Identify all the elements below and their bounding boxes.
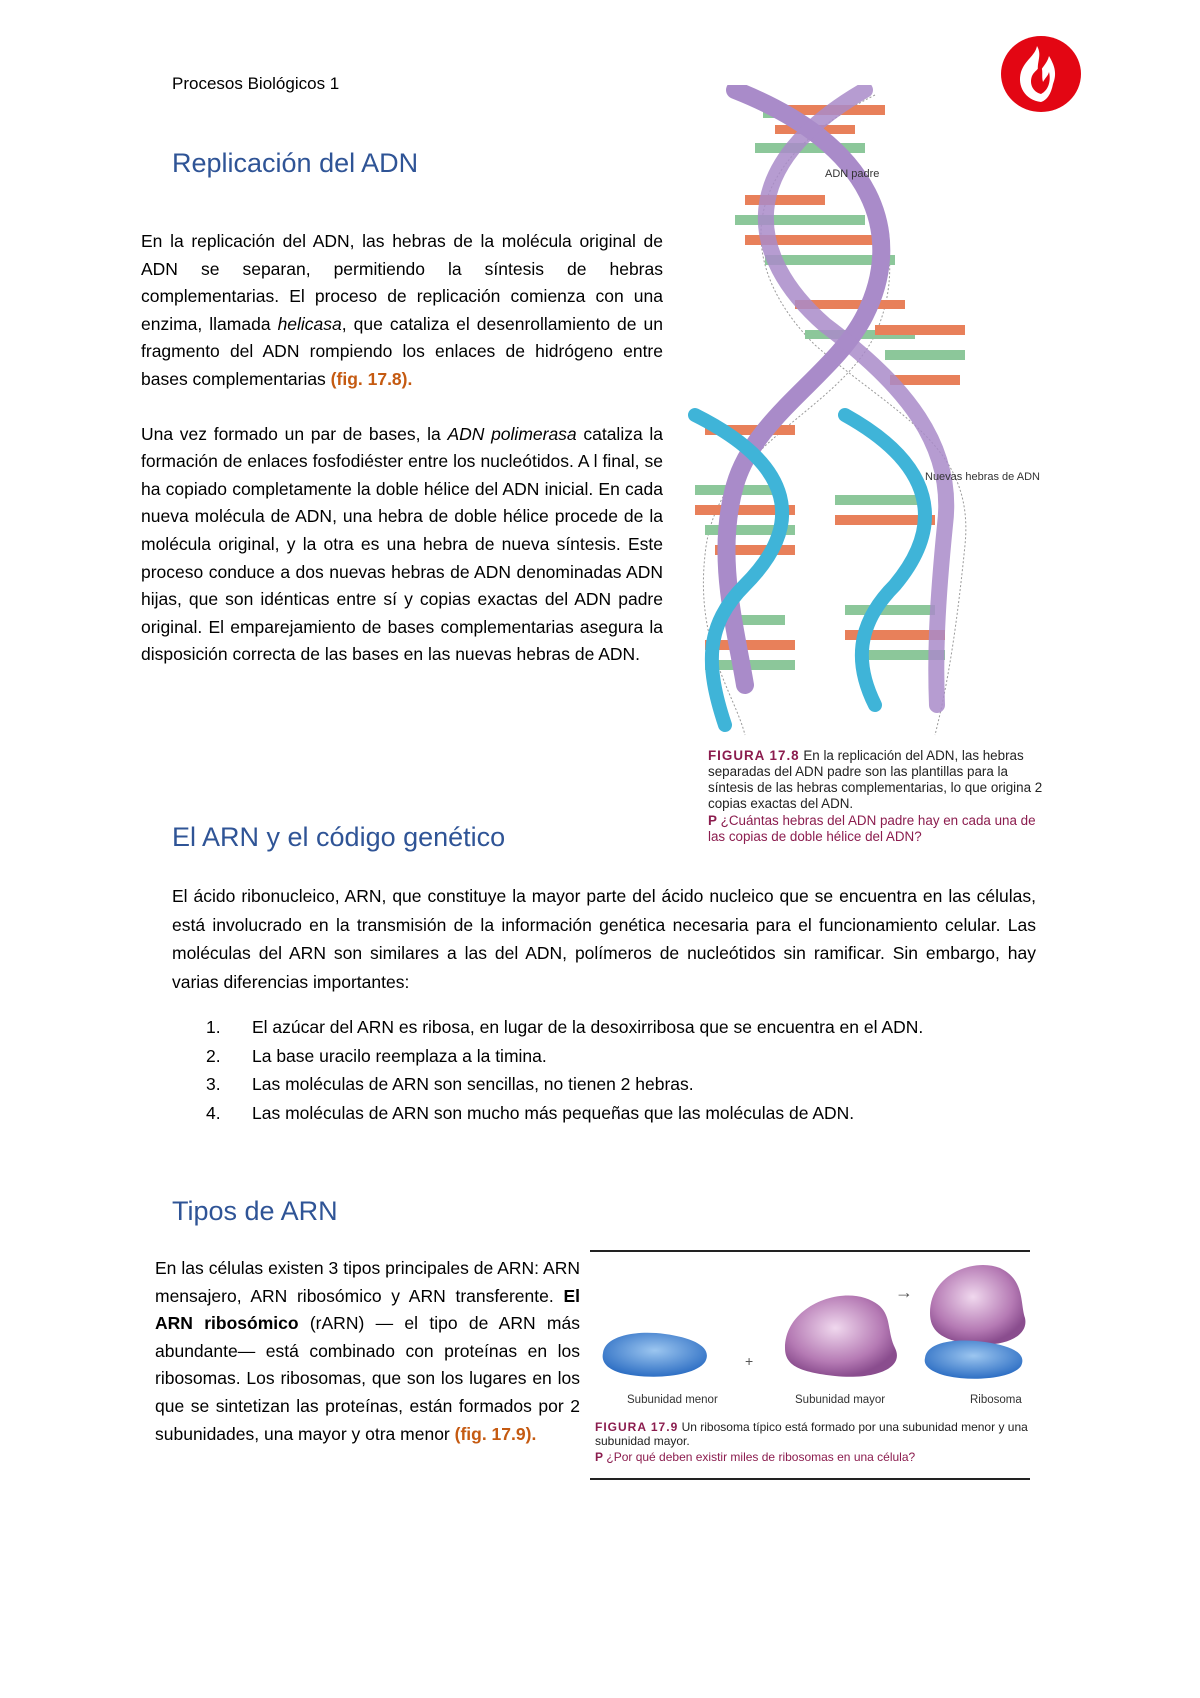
figure-top-rule: [590, 1250, 1030, 1252]
arn-intro: [172, 882, 1036, 996]
section-title-replicacion: Replicación del ADN: [172, 148, 419, 178]
paragraph-polimerasa: Una vez formado un par de bases, la ADN polimerasa cataliza la formación de enlaces fosfodiéster entre los nucleótidos. A l final, se ha copiado completamente la doble hélice del ADN inicial. En cada nueva molécula de ADN, una hebra de doble hélice procede de la molécula original, y la otra es una hebra de nueva síntesis. Este proceso conduce a dos nuevas hebras de ADN denominadas ADN hijas, que son idénticas entre sí y copias exactas del ADN padre original. El emparejamiento de bases complementarias asegura la disposición correcta de las bases en las nuevas hebras de ADN.: [141, 423, 664, 665]
section-title-tipos-arn: Tipos de ARN: [172, 1196, 338, 1226]
dna-replication-diagram: [675, 85, 1045, 745]
replicacion-text: [141, 228, 663, 669]
label-adn-padre: ADN padre: [825, 168, 880, 180]
arn-differences-list: [206, 1013, 1036, 1127]
question-marker: P: [708, 813, 717, 828]
label-subunidad-menor: Subunidad menor: [627, 1394, 718, 1406]
tipos-arn-text: [155, 1255, 580, 1448]
paragraph-helicasa: En la replicación del ADN, las hebras de la molécula original de ADN se separan, permitiendo la síntesis de hebras complementarias. El proceso de replicación comienza con una enzima, llamada helicasa, que cataliza el desenrollamiento de un fragmento del ADN rompiendo los enlaces de hidrógeno entre bases complementarias (fig. 17.8).: [141, 231, 663, 389]
section-title-arn-codigo: El ARN y el código genético: [172, 822, 506, 852]
figure-17-8-label: FIGURA 17.8: [708, 748, 800, 763]
svg-text:→: →: [895, 1282, 913, 1302]
figure-17-9-question: ¿Por qué deben existir miles de ribosomas en una célula?: [606, 1450, 916, 1464]
fig-reference-17-8: (fig. 17.8).: [330, 368, 413, 389]
figure-17-9-label: FIGURA 17.9: [595, 1420, 679, 1434]
figure-17-9-caption: FIGURA 17.9 Un ribosoma típico está formado por una subunidad menor y una subunidad mayor. P ¿Por qué deben existir miles de ribosomas en una célula?: [595, 1420, 1028, 1464]
label-nuevas-hebras: Nuevas hebras de ADN: [925, 471, 1040, 483]
figure-bottom-rule: [590, 1478, 1030, 1480]
svg-text:+: +: [745, 1353, 754, 1369]
paragraph-arn: El ácido ribonucleico, ARN, que constituye la mayor parte del ácido nucleico que se encuentra en las células, está involucrado en la transmisión de la información genética necesaria para el funcionamiento celular. Las moléculas del ARN son similares a las del ADN, polímeros de nucleótidos sin ramificar. Sin embargo, hay varias diferencias importantes:: [172, 886, 1036, 992]
figure-dna-replication: [675, 85, 1045, 745]
figure-17-8-caption: FIGURA 17.8 En la replicación del ADN, las hebras separadas del ADN padre son las plantillas para la síntesis de las hebras complementarias, lo que origina 2 copias exactas del ADN. P ¿Cuántas hebras del ADN padre hay en cada una de las copias de doble hélice del ADN?: [708, 748, 1043, 844]
figure-17-8-question: ¿Cuántas hebras del ADN padre hay en cada una de las copias de doble hélice del ADN?: [708, 813, 1036, 844]
label-subunidad-mayor: Subunidad mayor: [795, 1394, 886, 1406]
label-ribosoma: Ribosoma: [970, 1394, 1022, 1406]
question-marker: P: [595, 1450, 604, 1464]
list-item: 1. El azúcar del ARN es ribosa, en lugar de la desoxirribosa que se encuentra en el ADN.: [206, 1017, 924, 1037]
course-header: Procesos Biológicos 1: [172, 74, 340, 93]
list-item: 4. Las moléculas de ARN son mucho más pequeñas que las moléculas de ADN.: [206, 1102, 855, 1123]
paragraph-tipos-arn: En las células existen 3 tipos principales de ARN: ARN mensajero, ARN ribosómico y ARN transferente. El ARN ribosómico (rARN) — el tipo de ARN más abundante— está combinado con proteínas en los ribosomas. Los ribosomas, que son los lugares en los que se sintetizan las proteínas, están formados por 2 subunidades, una mayor y otra menor (fig. 17.9).: [155, 1258, 580, 1444]
figure-ribosome: [595, 1258, 1035, 1418]
list-item: 2. La base uracilo reemplaza a la timina.: [206, 1045, 547, 1066]
list-item: 3. Las moléculas de ARN son sencillas, no tienen 2 hebras.: [206, 1074, 694, 1094]
fig-reference-17-9: (fig. 17.9).: [454, 1423, 537, 1444]
ribosome-diagram: [595, 1258, 1035, 1418]
